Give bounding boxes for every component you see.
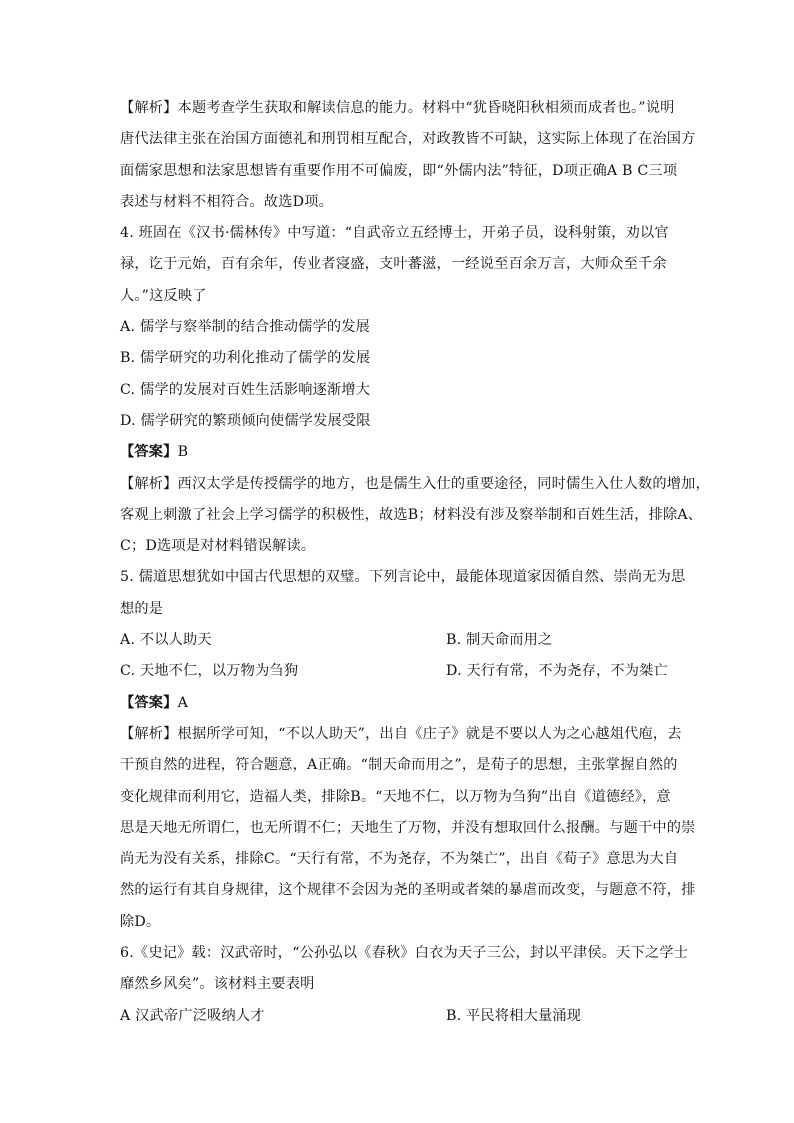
question-4-option-d: D. 儒学研究的繁琐倾向使儒学发展受限 [120, 412, 371, 429]
question-5-analysis: 然的运行有其自身规律，这个规律不会因为尧的圣明或者桀的暴虐而改变，与题意不符，排 [120, 882, 696, 899]
question-5-analysis: 思是天地无所谓仁，也无所谓不仁；天地生了万物，并没有想取回什么报酬。与题干中的崇 [120, 819, 696, 836]
question-4-stem: 禄，讫于元始，百有余年，传业者寖盛，支叶蕃滋，一经说至百余万言，大师众至千余 [120, 256, 667, 273]
analysis-line: 面儒家思想和法家思想皆有重要作用不可偏废，即“外儒内法”特征，D项正确A B C三项 [120, 162, 678, 179]
question-6-option-b: B. 平民将相大量涌现 [446, 1007, 582, 1024]
question-5-analysis: 变化规律而利用它，造福人类，排除B。“天地不仁，以万物为刍狗”出自《道德经》，意 [120, 788, 671, 805]
question-5-options-row [120, 630, 680, 650]
question-4-analysis: C；D选项是对材料错误解读。 [120, 538, 316, 555]
analysis-line: 唐代法律主张在治国方面德礼和刑罚相互配合，对政教皆不可缺，这实际上体现了在治国方 [120, 131, 696, 148]
question-4-option-a: A. 儒学与察举制的结合推动儒学的发展 [120, 319, 371, 336]
question-5-analysis: 尚无为没有关系，排除C。“天行有常，不为尧存，不为桀亡”，出自《荀子》意思为大自 [120, 851, 679, 868]
question-4-analysis: 客观上刺激了社会上学习儒学的积极性，故选B；材料没有涉及察举制和百姓生活，排除A、 [120, 506, 703, 523]
question-6-option-a: A 汉武帝广泛吸纳人才 [120, 1007, 265, 1024]
question-4-option-c: C. 儒学的发展对百姓生活影响逐渐增大 [120, 381, 371, 398]
question-4-stem: 人。”这反映了 [120, 287, 207, 304]
answer-value: B [177, 444, 189, 461]
question-5-option-b: B. 制天命而用之 [446, 632, 553, 649]
answer-tag: 【答案】 [120, 444, 178, 461]
analysis-line: 【解析】本题考查学生获取和解读信息的能力。材料中“犹昏晓阳秋相须而成者也。”说明 [120, 100, 675, 116]
question-4-analysis: 【解析】西汉太学是传授儒学的地方，也是儒生入仕的重要途径，同时儒生入仕人数的增加， [120, 475, 710, 492]
question-4-answer [120, 442, 680, 462]
question-5-option-c: C. 天地不仁，以万物为刍狗 [120, 663, 299, 680]
question-5-answer [120, 693, 680, 713]
question-5-option-a: A. 不以人助天 [120, 632, 212, 649]
document-page [120, 98, 710, 1037]
question-6-stem: 靡然乡风矣”。该材料主要表明 [120, 976, 315, 993]
question-5-option-d: D. 天行有常，不为尧存，不为桀亡 [446, 663, 668, 680]
answer-value: A [177, 694, 189, 711]
question-5-stem: 想的是 [120, 600, 164, 617]
analysis-line: 表述与材料不相符合。故选D项。 [120, 193, 334, 210]
question-6-options-row [120, 1006, 680, 1026]
question-5-stem: 5. 儒道思想犹如中国古代思想的双璧。下列言论中，最能体现道家因循自然、崇尚无为思 [120, 569, 686, 586]
question-5-analysis: 除D。 [120, 913, 161, 930]
question-4-stem: 4. 班固在《汉书·儒林传》中写道：“自武帝立五经博士，开弟子员，设科射策，劝以官 [120, 225, 669, 242]
question-6-stem: 6.《史记》载：汉武帝时，“公孙弘以《春秋》白衣为天子三公，封以平津侯。天下之学士 [120, 945, 689, 962]
answer-tag: 【答案】 [120, 694, 178, 711]
question-5-options-row [120, 661, 680, 681]
question-4-option-b: B. 儒学研究的功利化推动了儒学的发展 [120, 350, 371, 367]
question-5-analysis: 干预自然的进程，符合题意，A正确。“制天命而用之”，是荀子的思想，主张掌握自然的 [120, 757, 678, 774]
question-5-analysis: 【解析】根据所学可知，“不以人助天”，出自《庄子》就是不要以人为之心越俎代庖，去 [120, 725, 682, 742]
